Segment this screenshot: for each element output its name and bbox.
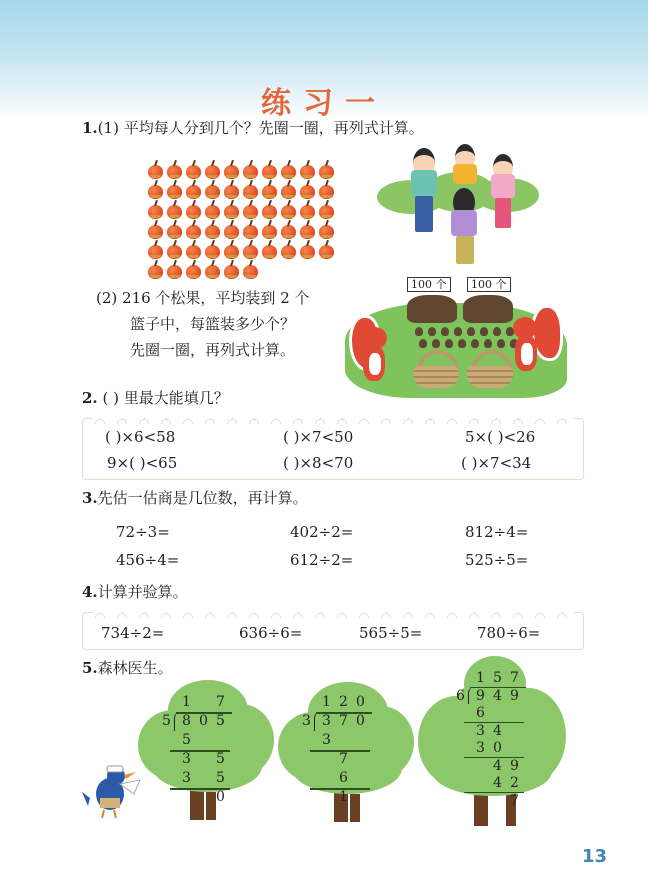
apple-icon: [167, 205, 182, 219]
apple-icon: [224, 265, 239, 279]
digit: [472, 758, 489, 775]
digit: [506, 705, 523, 722]
q1-part2-label: (2): [96, 289, 118, 307]
digit: 1: [182, 694, 191, 710]
q1-number: 1.: [82, 119, 98, 137]
digit: 1: [339, 789, 348, 805]
q2-item: ( )×6<58: [105, 428, 176, 446]
digit: 7: [510, 670, 519, 686]
apple-icon: [167, 185, 182, 199]
apple-row: [148, 220, 348, 240]
q2-number: 2.: [82, 389, 98, 407]
apple-icon: [262, 205, 277, 219]
digit: [318, 751, 335, 768]
digit: 7: [339, 751, 348, 767]
q1-part2-prompt: [96, 288, 310, 308]
digit: 0: [199, 713, 208, 729]
q4-item: 734÷2=: [101, 624, 165, 642]
digit: [318, 789, 335, 806]
apple-icon: [243, 225, 258, 239]
subtraction-line: [464, 757, 524, 759]
digit: [195, 789, 212, 806]
q3-item: 812÷4=: [465, 523, 529, 541]
apple-icon: [319, 245, 334, 259]
apple-row: [148, 180, 348, 200]
digit: [352, 751, 369, 768]
digit: [489, 793, 506, 810]
pine-nut-icon: [467, 327, 475, 336]
subtraction-line: [310, 750, 370, 752]
q2-item: 9×( )<65: [107, 454, 178, 472]
apple-icon: [167, 265, 182, 279]
digit: [178, 789, 195, 806]
apple-icon: [262, 165, 277, 179]
q4-exercise-box: [82, 612, 584, 650]
q1-part1-label: (1): [97, 119, 119, 137]
subtraction-line: [464, 722, 524, 724]
apple-icon: [319, 205, 334, 219]
apple-icon: [167, 225, 182, 239]
apple-icon: [281, 245, 296, 259]
apple-icon: [148, 205, 163, 219]
apple-icon: [224, 205, 239, 219]
q4-item: 780÷6=: [477, 624, 541, 642]
apple-icon: [224, 185, 239, 199]
apple-icon: [300, 225, 315, 239]
apple-icon: [300, 245, 315, 259]
q3-item: 402÷2=: [290, 523, 354, 541]
apple-icon: [319, 225, 334, 239]
digit: 3: [322, 732, 331, 748]
digit: [195, 732, 212, 749]
digit: [335, 732, 352, 749]
digit: [195, 770, 212, 787]
page-number: 13: [582, 846, 608, 867]
q3-item: 72÷3=: [116, 523, 170, 541]
q3-item: 612÷2=: [290, 551, 354, 569]
q3-item: 525÷5=: [465, 551, 529, 569]
apple-icon: [205, 205, 220, 219]
apple-icon: [148, 225, 163, 239]
digit: 6: [339, 770, 348, 786]
apple-icon: [262, 185, 277, 199]
apple-icon: [243, 245, 258, 259]
pine-nut-icon: [471, 339, 479, 348]
apple-icon: [243, 205, 258, 219]
subtraction-line: [310, 788, 370, 790]
digit: [352, 732, 369, 749]
q5-number: 5.: [82, 659, 98, 677]
digit: 9: [476, 687, 485, 704]
apple-icon: [262, 245, 277, 259]
pine-nut-icon: [428, 327, 436, 336]
digit: [195, 694, 212, 711]
digit: [472, 775, 489, 792]
q5-prompt: [82, 658, 173, 678]
digit: 6: [476, 705, 485, 721]
digit: 4: [493, 722, 502, 739]
digit: 4: [493, 687, 502, 704]
apple-icon: [205, 265, 220, 279]
four-children-icon: [375, 142, 565, 272]
digit: 0: [356, 713, 365, 729]
pile-label-2: 100 个: [467, 277, 511, 292]
pine-nut-icon: [441, 327, 449, 336]
apple-icon: [281, 165, 296, 179]
digit: 3: [322, 713, 331, 729]
subtraction-line: [464, 792, 524, 794]
apple-icon: [148, 185, 163, 199]
apple-row: [148, 200, 348, 220]
apple-icon: [186, 265, 201, 279]
pine-nut-icon: [497, 339, 505, 348]
digit: 2: [510, 775, 519, 791]
digit: [318, 770, 335, 787]
apple-icon: [148, 245, 163, 259]
pine-nut-icon: [458, 339, 466, 348]
apple-icon: [300, 165, 315, 179]
digit: 4: [493, 757, 502, 774]
apple-icon: [262, 225, 277, 239]
apple-icon: [167, 245, 182, 259]
apple-icon: [243, 265, 258, 279]
subtraction-line: [170, 750, 230, 752]
pine-nut-icon: [484, 339, 492, 348]
apple-icon: [186, 245, 201, 259]
apple-icon: [167, 165, 182, 179]
digit: [472, 793, 489, 810]
pine-nut-icon: [493, 327, 501, 336]
q1-part2-line3: 先圈一圈，再列式计算。: [130, 341, 296, 359]
digit: 1: [476, 670, 485, 686]
apple-icon: [205, 165, 220, 179]
apple-icon: [205, 185, 220, 199]
digit: 1: [322, 694, 331, 710]
digit: 5: [493, 670, 502, 686]
apple-icon: [186, 205, 201, 219]
digit: 8: [182, 713, 191, 729]
q2-item: ( )×7<34: [461, 454, 532, 472]
subtraction-line: [170, 788, 230, 790]
q2-item: 5×( )<26: [465, 428, 536, 446]
q4-number: 4.: [82, 583, 98, 601]
digit: 3: [182, 751, 191, 767]
digit: 7: [339, 713, 348, 729]
apple-icon: [281, 205, 296, 219]
digit: 5: [216, 770, 225, 786]
digit: 7: [216, 694, 225, 710]
digit: 0: [216, 789, 225, 805]
q2-exercise-box: [82, 418, 584, 480]
apple-icon: [243, 185, 258, 199]
q3-item: 456÷4=: [116, 551, 180, 569]
apple-icon: [300, 185, 315, 199]
digit: 5: [216, 751, 225, 767]
pile-label-1: 100 个: [407, 277, 451, 292]
apple-row: [148, 160, 348, 180]
apple-icon: [205, 245, 220, 259]
pine-nut-icon: [445, 339, 453, 348]
digit: 7: [510, 792, 519, 809]
pine-nut-icon: [419, 339, 427, 348]
apple-icon: [319, 165, 334, 179]
digit: 2: [339, 694, 348, 710]
divisor: 6: [456, 687, 465, 704]
apple-icon: [281, 185, 296, 199]
digit: [506, 723, 523, 740]
q1-part2-line1: 216 个松果，平均装到 2 个: [122, 289, 310, 307]
digit: 3: [476, 722, 485, 739]
apple-icon: [224, 225, 239, 239]
apple-icon: [243, 165, 258, 179]
divisor: 3: [302, 713, 311, 729]
pine-nut-icon: [432, 339, 440, 348]
digit: 5: [216, 713, 225, 729]
digit: 0: [493, 740, 502, 756]
apple-icon: [186, 225, 201, 239]
q1-part2-line2: 篮子中，每篮装多少个？: [130, 315, 296, 333]
q2-item: ( )×8<70: [283, 454, 354, 472]
divisor: 5: [162, 713, 171, 729]
squirrels-baskets-icon: [345, 275, 567, 400]
apple-icon: [319, 185, 334, 199]
apple-icon: [205, 225, 220, 239]
digit: 3: [476, 740, 485, 756]
apple-icon: [224, 245, 239, 259]
apple-row: [148, 240, 348, 260]
q1-part1-prompt: [82, 118, 424, 138]
digit: 3: [182, 770, 191, 786]
digit: [195, 751, 212, 768]
apple-icon: [281, 225, 296, 239]
digit: [352, 770, 369, 787]
pine-nut-icon: [415, 327, 423, 336]
apple-icon: [148, 265, 163, 279]
pine-nut-icon: [454, 327, 462, 336]
digit: 0: [356, 694, 365, 710]
woodpecker-doctor-icon: [80, 762, 150, 820]
q4-item: 636÷6=: [239, 624, 303, 642]
digit: [489, 705, 506, 722]
q4-prompt: [82, 582, 188, 602]
digit: 5: [182, 732, 191, 748]
digit: [212, 732, 229, 749]
q2-prompt: [82, 388, 229, 408]
apple-icon: [186, 185, 201, 199]
q2-text: ( ) 里最大能填几？: [102, 389, 229, 407]
q4-text: 计算并验算。: [97, 583, 188, 601]
apple-row: [148, 260, 348, 280]
q1-part1-text: 平均每人分到几个？先圈一圈，再列式计算。: [123, 119, 424, 137]
digit: [352, 789, 369, 806]
q2-item: ( )×7<50: [283, 428, 354, 446]
apple-icon: [300, 205, 315, 219]
q5-text: 森林医生。: [97, 659, 173, 677]
apple-grid: [148, 160, 348, 280]
digit: 9: [510, 757, 519, 774]
digit: [506, 740, 523, 757]
q3-number: 3.: [82, 489, 98, 507]
digit: 9: [510, 687, 519, 704]
page-title: 练习一: [261, 86, 387, 121]
q4-item: 565÷5=: [359, 624, 423, 642]
q3-prompt: [82, 488, 308, 508]
apple-icon: [224, 165, 239, 179]
digit: 4: [493, 775, 502, 791]
apple-icon: [186, 165, 201, 179]
apple-icon: [148, 165, 163, 179]
pine-nut-icon: [480, 327, 488, 336]
q3-text: 先估一估商是几位数，再计算。: [97, 489, 308, 507]
